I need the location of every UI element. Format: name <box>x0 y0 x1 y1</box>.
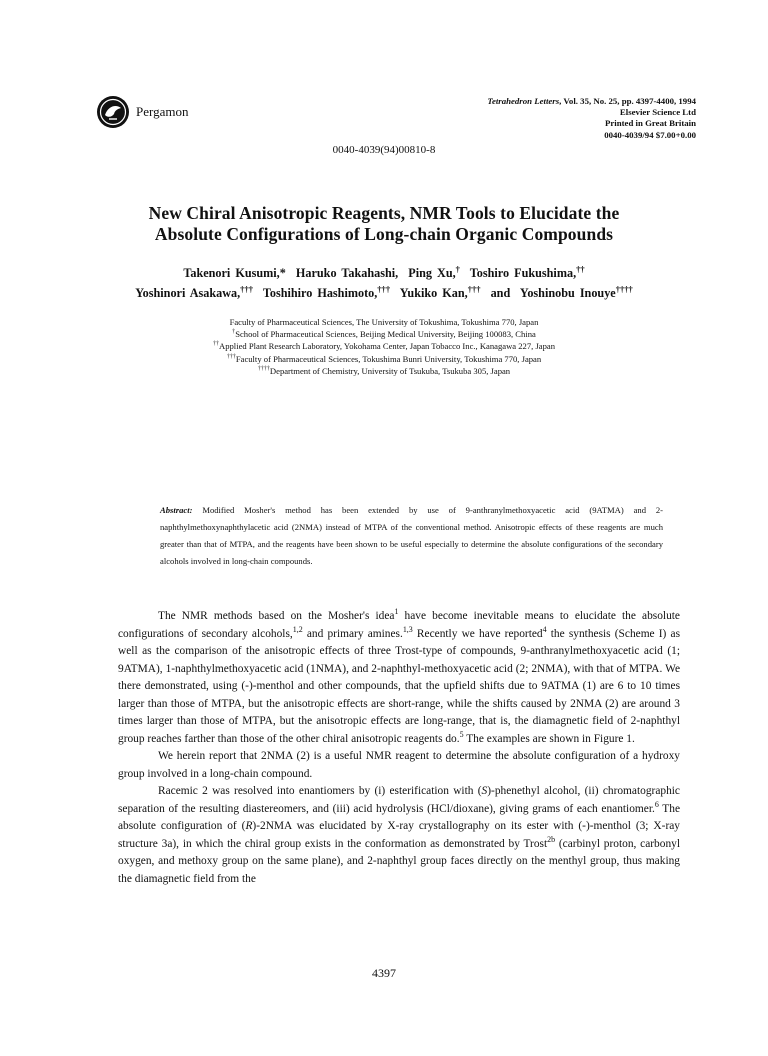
affiliation-mark: ††† <box>240 283 253 294</box>
affiliation <box>0 316 768 328</box>
author-list <box>0 263 768 303</box>
text-run: )-2NMA was elucidated by X-ray crystallography on its ester with (-)-menthol (3; X-ray structure 3a), in which the chiral group exists in the conformation as demonstrated by Trost <box>118 820 680 850</box>
author: Takenori Kusumi,* <box>183 266 286 280</box>
text-run: )-phenethyl alcohol, (ii) chromatographic separation of the resulting diastereomers, and (iii) acid hydrolysis (HCl/dioxane), giving grams of each enantiomer. <box>118 785 680 815</box>
title-line-2: Absolute Configurations of Long-chain Organic Compounds <box>154 224 614 244</box>
reference-mark: 1 <box>394 607 399 617</box>
reference-mark: 6 <box>654 799 659 809</box>
pergamon-logo-icon <box>96 95 130 129</box>
affiliation-text: School of Pharmaceutical Sciences, Beijing Medical University, Beijing 100083, China <box>235 329 536 340</box>
reference-mark: 2b <box>547 834 556 844</box>
affiliation-text: Department of Chemistry, University of Tsukuba, Tsukuba 305, Japan <box>269 365 511 376</box>
paragraph: We herein report that 2NMA (2) is a useful NMR reagent to determine the absolute configuration of a hydroxy group involved in a long-chain compound. <box>118 750 680 780</box>
printed-line: Printed in Great Britain <box>605 118 696 129</box>
text-run: have become inevitable means to elucidate the absolute configurations of secondary alcohols, <box>118 610 680 640</box>
reference-mark: 4 <box>542 624 547 634</box>
body-text <box>118 608 680 888</box>
author: Ping Xu, <box>408 266 456 280</box>
issn-line: 0040-4039/94 $7.00+0.00 <box>604 129 696 140</box>
author: Yoshinori Asakawa, <box>135 286 241 300</box>
author: Haruko Takahashi, <box>295 266 399 280</box>
affiliation-mark: †††† <box>615 283 633 294</box>
text-run: The absolute configuration of ( <box>118 802 680 832</box>
text-run: the synthesis (Scheme I) as well as the comparison of the anisotropic effects of three Trost-type of compounds, 9-anthranylmethoxyacetic acid (1; 9ATMA), 1-naphthylmethoxyacetic acid (1NMA), and 2-naphthyl-methoxyacetic acid (2; 2NMA), with that of MTPA. We there demonstrated, using (-)-menthol and other compounds, that the upfield shifts due to 9ATMA (1) are 6 to 10 times larger than those of MTPA, but the anisotropic effects are short-range, while the shifts caused by 2NMA (2) are around 3 times larger than those of MTPA, but the anisotropic effects are long-range, that is, the diamagnetic field of 2-naphthyl group reaches farther than those of the other chiral anisotropic reagents do. <box>118 627 680 745</box>
reference-mark: 5 <box>459 729 464 739</box>
affiliation-mark: † <box>232 329 236 336</box>
text-run: Racemic 2 was resolved into enantiomers by (i) esterification with ( <box>158 785 482 797</box>
stereo-descriptor: R <box>245 820 253 832</box>
affiliation-mark: †† <box>212 341 219 348</box>
author: Toshihiro Hashimoto, <box>262 286 378 300</box>
affiliation <box>0 365 768 377</box>
affiliation-text: Applied Plant Research Laboratory, Yokohama Center, Japan Tobacco Inc., Kanagawa 227, Japan <box>219 341 556 352</box>
author: Yoshinobu Inouye <box>519 286 616 300</box>
publisher-name: Pergamon <box>136 104 189 119</box>
affiliation-text: Faculty of Pharmaceutical Sciences, Tokushima Bunri University, Tokushima 770, Japan <box>235 353 542 364</box>
affiliation-mark: †† <box>576 263 585 274</box>
reference-mark: 1,3 <box>402 624 413 634</box>
article-title <box>0 203 768 245</box>
title-line-1: New Chiral Anisotropic Reagents, NMR Tools to Elucidate the <box>148 203 620 223</box>
text-run: The NMR methods based on the Mosher's idea <box>158 610 395 622</box>
affiliation-mark: ††† <box>467 283 481 294</box>
affiliation <box>0 353 768 365</box>
reference-mark: 1,2 <box>292 624 303 634</box>
page-number: 4397 <box>372 966 396 980</box>
paragraph <box>118 608 680 748</box>
paragraph <box>118 783 680 888</box>
affiliation-mark: ††† <box>377 283 391 294</box>
affiliation <box>0 328 768 340</box>
journal-name: Tetrahedron Letters <box>487 96 560 106</box>
author: Yukiko Kan, <box>399 286 468 300</box>
text-run: (carbinyl proton, carbonyl oxygen, and methoxy group on the same plane), and 2-naphthyl group faces directly on the menthyl group, thus making the diamagnetic field from the <box>118 837 680 885</box>
abstract <box>160 502 663 570</box>
affiliation <box>0 340 768 352</box>
affiliation-list <box>0 316 768 377</box>
publisher-line: Elsevier Science Ltd <box>619 107 696 118</box>
affiliation-mark: †††† <box>257 365 270 372</box>
affiliation-mark: ††† <box>226 353 236 360</box>
affiliation-text: Faculty of Pharmaceutical Sciences, The University of Tokushima, Tokushima 770, Japan <box>229 317 539 327</box>
author-conjunction: and <box>490 286 511 300</box>
author: Toshiro Fukushima, <box>469 266 577 280</box>
abstract-label: Abstract: <box>160 505 193 515</box>
text-run: Recently we have reported <box>412 627 543 640</box>
text-run: and primary amines. <box>302 627 403 640</box>
affiliation-mark: † <box>455 263 460 274</box>
journal-citation: , Vol. 35, No. 25, pp. 4397-4400, 1994 <box>559 96 696 106</box>
journal-info <box>487 96 696 141</box>
abstract-text: Modified Mosher's method has been extended by use of 9-anthranylmethoxyacetic acid (9ATMA) and 2-naphthylmethoxynaphthylacetic acid (2NMA) instead of MTPA of the conventional method. Anisotropic effects of these reagents are much greater than that of MTPA, and the reagents have been shown to be useful especially to determine the absolute configurations of the secondary alcohols involved in long-chain compounds. <box>160 505 663 566</box>
stereo-descriptor: S <box>481 785 488 797</box>
article-doi: 0040-4039(94)00810-8 <box>332 144 436 156</box>
text-run: The examples are shown in Figure 1. <box>463 732 635 745</box>
